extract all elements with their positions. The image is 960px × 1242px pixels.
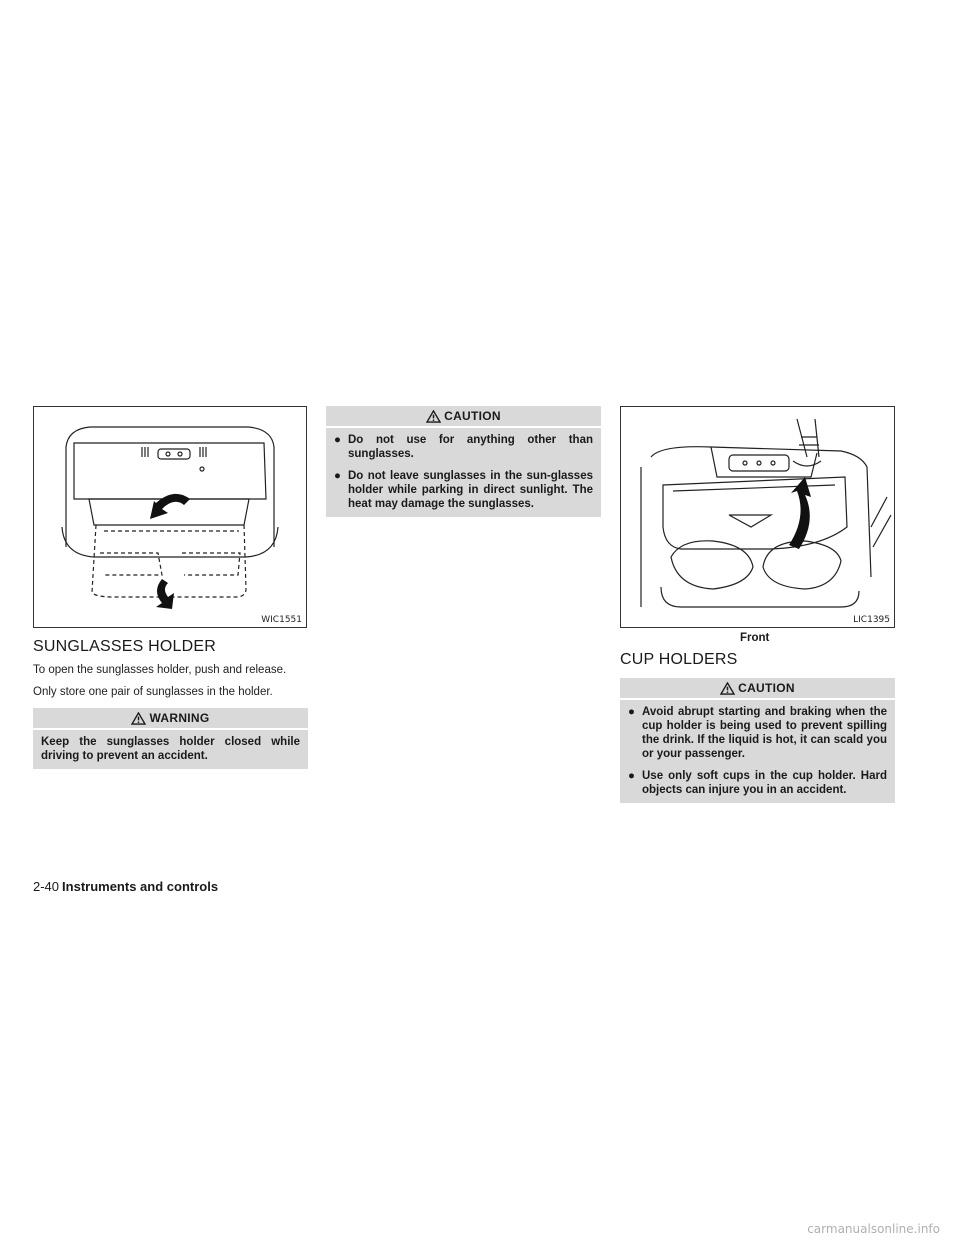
caution-heading: CAUTION — [738, 681, 795, 695]
section-title-sunglasses: SUNGLASSES HOLDER — [33, 638, 217, 655]
caution-item: ● Do not leave sunglasses in the sun-glasses holder while parking in direct sunlight. The heat may damage the sunglasses. — [334, 470, 593, 510]
bullet-dot: ● — [628, 706, 635, 718]
sunglasses-holder-figure — [33, 406, 307, 628]
bullet-dot: ● — [334, 470, 341, 482]
warning-text: Keep the sunglasses holder closed while driving to prevent an accident. — [41, 736, 300, 762]
warning-triangle-icon — [426, 410, 441, 423]
bullet-dot: ● — [334, 434, 341, 446]
warning-label: WARNING — [149, 711, 210, 725]
page-footer — [33, 879, 218, 894]
sunglasses-holder-illustration — [34, 407, 306, 627]
warning-triangle-icon — [131, 712, 146, 725]
caution-item: ● Avoid abrupt starting and braking when the cup holder is being used to prevent spilling the drink. If the liquid is hot, it can scald you or your passenger. — [628, 706, 887, 760]
warning-text-panel — [33, 708, 308, 769]
paragraph-open-instruction: To open the sunglasses holder, push and release. — [33, 664, 287, 676]
warning-triangle-icon — [720, 682, 735, 695]
paragraph-store-instruction: Only store one pair of sunglasses in the holder. — [33, 686, 273, 698]
page-number: 2-40 — [33, 879, 60, 894]
caution-item: ● Do not use for anything other than sunglasses. — [334, 434, 593, 460]
section-title-cup-holders: CUP HOLDERS — [620, 651, 738, 668]
figure-code: WIC1551 — [261, 615, 302, 625]
caution-box-cup-holders — [620, 678, 895, 803]
cup-holder-figure — [620, 406, 895, 628]
chapter-title: Instruments and controls — [62, 879, 219, 894]
caution-heading: CAUTION — [444, 409, 501, 423]
cup-holder-illustration — [621, 407, 894, 627]
bullet-dot: ● — [628, 770, 635, 782]
figure-caption-front: Front — [740, 632, 770, 644]
caution-box-sunglasses — [326, 406, 601, 517]
caution-item: ● Use only soft cups in the cup holder. Hard objects can injure you in an accident. — [628, 770, 887, 796]
figure-code: LIC1395 — [853, 615, 890, 625]
watermark: carmanualsonline.info — [807, 1222, 940, 1236]
